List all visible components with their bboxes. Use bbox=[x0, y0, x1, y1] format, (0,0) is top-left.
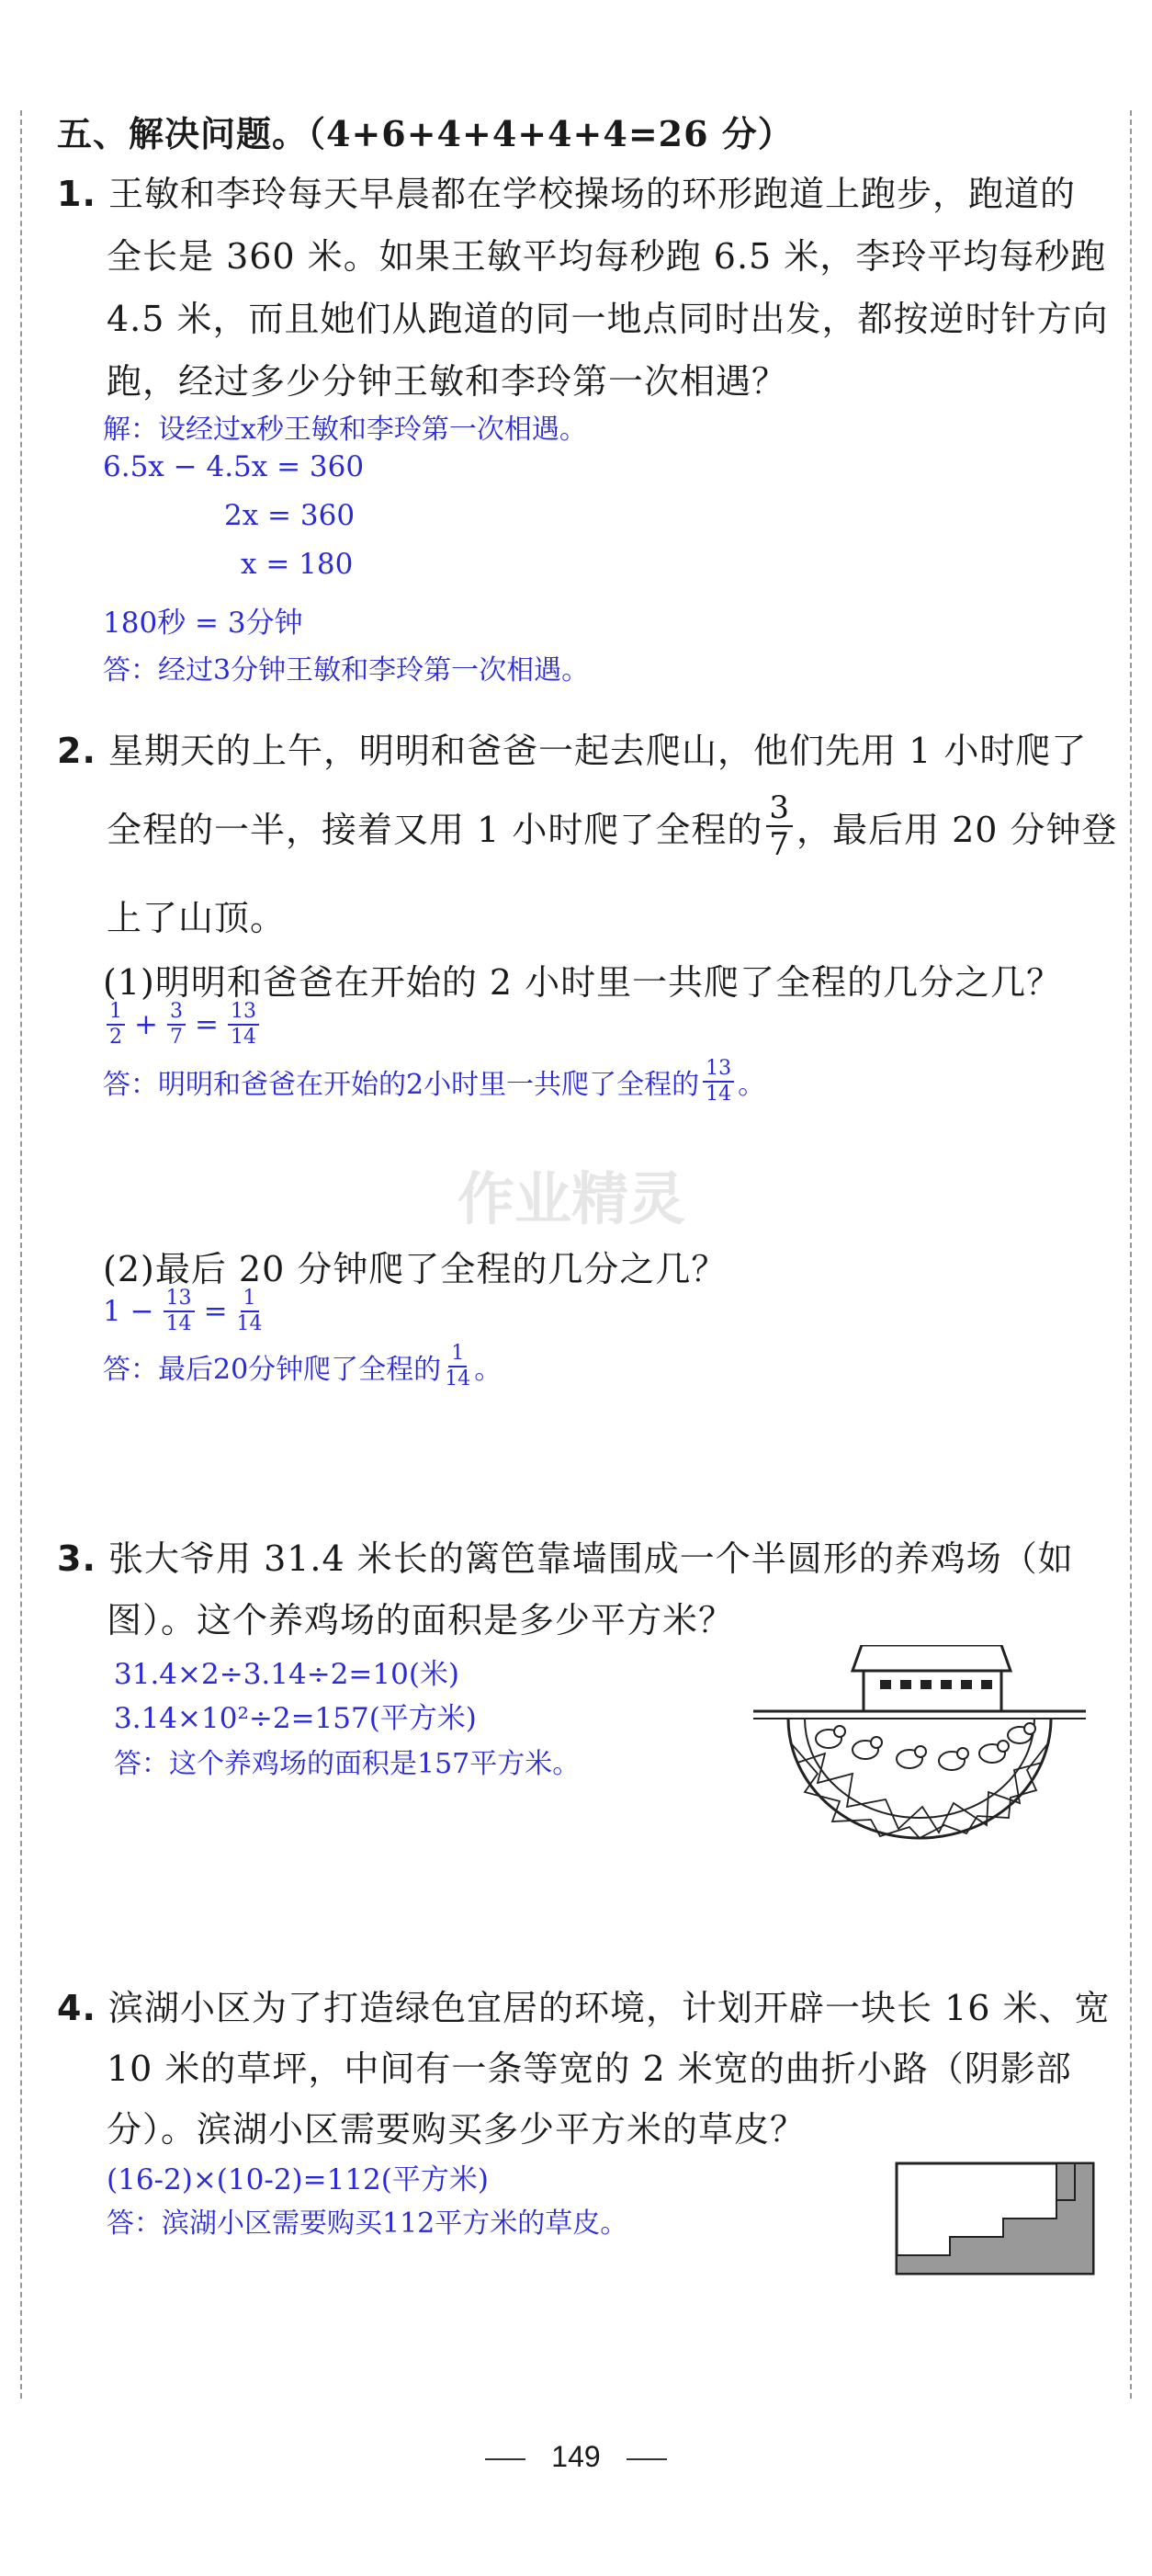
page-footer bbox=[0, 2440, 1152, 2474]
q2-frac-numerator: 3 bbox=[766, 792, 793, 827]
q2-calc2-c-den: 14 bbox=[236, 1312, 263, 1335]
q3-line1 bbox=[57, 1530, 1074, 1581]
q2-answer1 bbox=[103, 1059, 765, 1105]
q2-answer2-num: 1 bbox=[448, 1344, 467, 1367]
q4-line2: 10 米的草坪，中间有一条等宽的 2 米宽的曲折小路（阴影部 bbox=[107, 2048, 1072, 2089]
section-title: 五、解决问题。（4+6+4+4+4+4=26 分） bbox=[57, 113, 794, 154]
q2-calc2-b-num: 13 bbox=[164, 1288, 195, 1312]
q4-calc: (16-2)×(10-2)=112(平方米) bbox=[107, 2163, 489, 2196]
q2-answer2-end: 。 bbox=[474, 1354, 503, 1386]
q3-number: 3. bbox=[57, 1538, 96, 1579]
q1-equation-3: x = 180 bbox=[241, 548, 354, 581]
q2-sub2: (2)最后 20 分钟爬了全程的几分之几？ bbox=[103, 1249, 728, 1289]
right-dashed-border bbox=[1130, 110, 1132, 2399]
q1-line4: 跑，经过多少分钟王敏和李玲第一次相遇？ bbox=[107, 361, 788, 402]
q2-text-1: 星期天的上午，明明和爸爸一起去爬山，他们先用 1 小时爬了 bbox=[107, 731, 1088, 771]
watermark: 作业精灵 bbox=[457, 1165, 686, 1232]
q2-calc1-a-num: 1 bbox=[107, 1002, 125, 1026]
page-number: 149 bbox=[551, 2440, 601, 2473]
q2-answer1-den: 14 bbox=[706, 1083, 732, 1106]
q2-calc1-a-den: 2 bbox=[109, 1026, 122, 1049]
q4-number: 4. bbox=[57, 1988, 96, 2028]
q2-line1 bbox=[57, 722, 1087, 773]
q2-line3: 上了山顶。 bbox=[107, 898, 287, 938]
q2-answer2-text: 答：最后20分钟爬了全程的 bbox=[103, 1354, 442, 1386]
q2-calc1-equals: = bbox=[194, 1008, 219, 1041]
q2-calc1-frac-c bbox=[228, 1002, 259, 1048]
q1-line1 bbox=[57, 165, 1076, 216]
q2-calc1-frac-b bbox=[167, 1002, 186, 1048]
q1-number: 1. bbox=[57, 174, 96, 214]
q3-text-1: 张大爷用 31.4 米长的篱笆靠墙围成一个半圆形的养鸡场（如 bbox=[107, 1538, 1074, 1579]
q2-calc2-frac-b bbox=[164, 1288, 195, 1334]
q1-equation-2: 2x = 360 bbox=[224, 499, 356, 532]
q2-answer1-text: 答：明明和爸爸在开始的2小时里一共爬了全程的 bbox=[103, 1069, 700, 1101]
q2-calc2 bbox=[103, 1288, 266, 1334]
q2-calc1-b-num: 3 bbox=[167, 1002, 186, 1026]
q3-answer: 答：这个养鸡场的面积是157平方米。 bbox=[114, 1748, 581, 1780]
q1-text-1: 王敏和李玲每天早晨都在学校操场的环形跑道上跑步，跑道的 bbox=[107, 174, 1076, 214]
q2-answer2-den: 14 bbox=[445, 1367, 471, 1390]
q2-sub1: (1)明明和爸爸在开始的 2 小时里一共爬了全程的几分之几？ bbox=[103, 962, 1063, 1003]
chicken-coop-figure bbox=[751, 1645, 1088, 1843]
q2-calc2-c-num: 1 bbox=[241, 1288, 259, 1312]
q2-fraction-3-7 bbox=[766, 789, 793, 863]
q3-calc2: 3.14×10²÷2=157(平方米) bbox=[114, 1702, 477, 1735]
q2-calc2-equals: = bbox=[203, 1295, 228, 1328]
q2-calc1 bbox=[103, 1002, 263, 1048]
q2-calc1-c-den: 14 bbox=[230, 1026, 256, 1049]
q1-equation-1: 6.5x − 4.5x = 360 bbox=[103, 450, 365, 483]
q2-answer1-end: 。 bbox=[738, 1069, 766, 1101]
q2-calc2-one-minus: 1 − bbox=[103, 1295, 154, 1328]
q2-number: 2. bbox=[57, 731, 96, 771]
footer-dash-right bbox=[627, 2458, 667, 2460]
q2-frac-denominator: 7 bbox=[769, 826, 790, 863]
q2-answer2 bbox=[103, 1344, 502, 1390]
q1-answer-intro: 解：设经过x秒王敏和李玲第一次相遇。 bbox=[103, 414, 587, 446]
q2-calc1-b-den: 7 bbox=[169, 1026, 183, 1049]
q4-answer: 答：滨湖小区需要购买112平方米的草皮。 bbox=[107, 2207, 628, 2240]
q2-line2 bbox=[107, 789, 1118, 863]
q4-line3: 分）。滨湖小区需要购买多少平方米的草皮？ bbox=[107, 2109, 807, 2150]
q2-answer1-num: 13 bbox=[703, 1059, 734, 1083]
q1-line3: 4.5 米，而且她们从跑道的同一地点同时出发，都按逆时针方向 bbox=[107, 299, 1109, 339]
q3-calc1: 31.4×2÷3.14÷2=10(米) bbox=[114, 1658, 460, 1691]
q3-line2: 图）。这个养鸡场的面积是多少平方米？ bbox=[107, 1600, 735, 1640]
q2-text-2b: ，最后用 20 分钟登 bbox=[796, 809, 1118, 850]
q2-answer2-frac bbox=[445, 1344, 470, 1390]
q2-calc2-frac-c bbox=[237, 1288, 263, 1334]
q2-calc1-c-num: 13 bbox=[228, 1002, 259, 1026]
q1-line2: 全长是 360 米。如果王敏平均每秒跑 6.5 米，李玲平均每秒跑 bbox=[107, 236, 1107, 277]
footer-dash-left bbox=[485, 2458, 525, 2460]
q2-text-2a: 全程的一半，接着又用 1 小时爬了全程的 bbox=[107, 809, 763, 850]
left-dashed-border bbox=[20, 110, 22, 2399]
q2-calc2-b-den: 14 bbox=[165, 1312, 192, 1335]
q4-text-1: 滨湖小区为了打造绿色宜居的环境，计划开辟一块长 16 米、宽 bbox=[107, 1988, 1111, 2028]
q2-answer1-frac bbox=[703, 1059, 734, 1105]
lawn-path-figure bbox=[895, 2162, 1095, 2277]
q2-calc1-frac-a bbox=[107, 1002, 125, 1048]
q2-calc1-plus: + bbox=[134, 1008, 158, 1041]
q1-answer: 答：经过3分钟王敏和李玲第一次相遇。 bbox=[103, 654, 590, 687]
q4-line1 bbox=[57, 1980, 1111, 2030]
q1-equation-4: 180秒 = 3分钟 bbox=[103, 607, 303, 640]
